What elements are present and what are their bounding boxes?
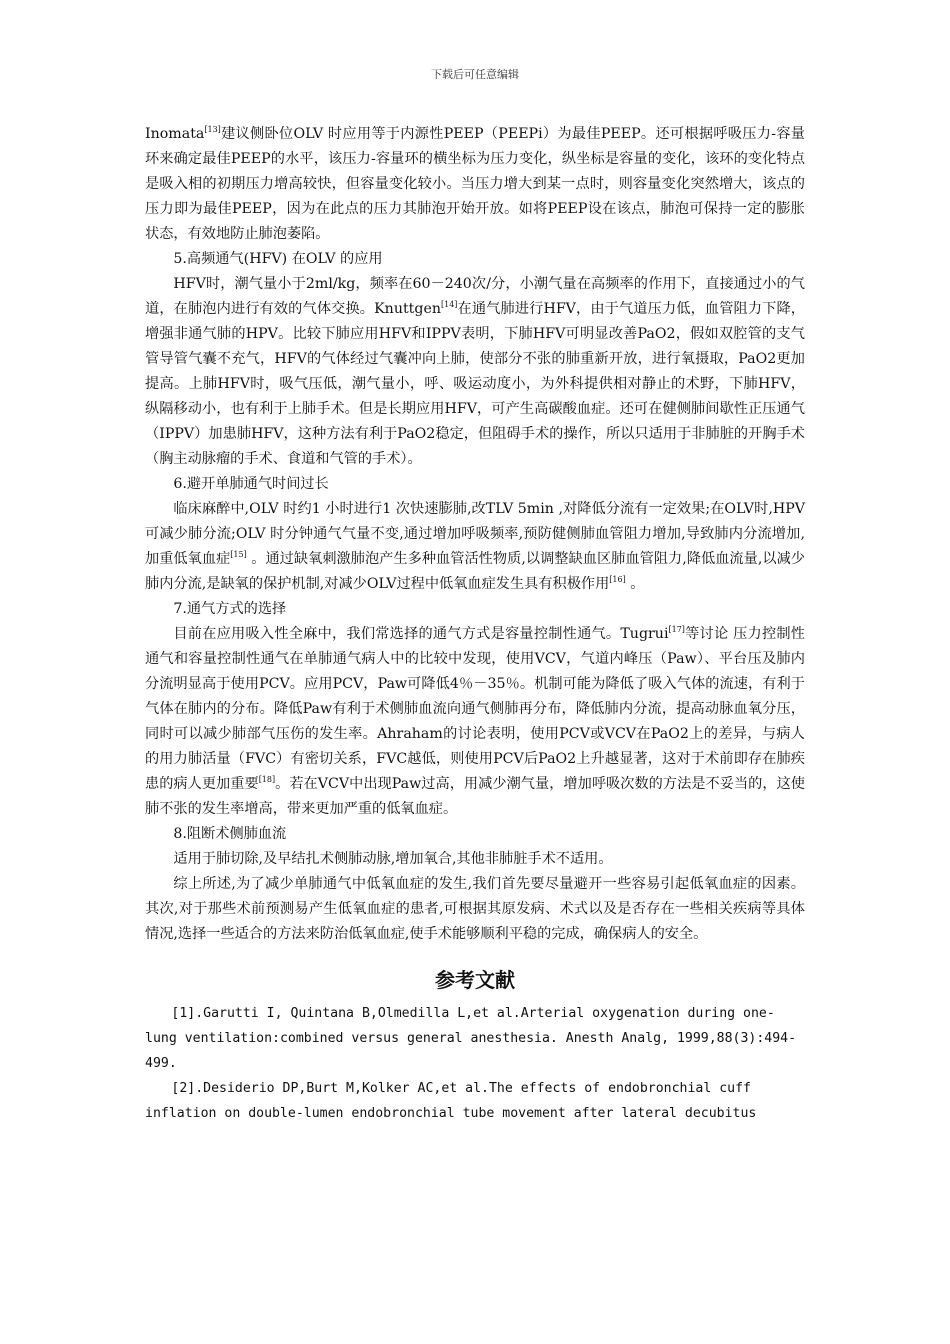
text: 。 <box>625 576 645 592</box>
text: 等讨论 压力控制性通气和容量控制性通气在单肺通气病人中的比较中发现，使用VCV，气道内峰压（Paw）、平台压及肺内分流明显高于使用PCV。应用PCV，Paw可降低4％－35％。机制可能为降低了吸入气体的流速，有利于气体在肺内的分布。降低Paw有利于术侧肺血流向通气侧肺再分布，降低肺内分流，提高动脉血氧分压，同时可以减少肺部气压伤的发生率。Ahraham的讨论表明，使用PCV或VCV在PaO2上的差异，与病人的用力肺活量（FVC）有密切关系，FVC越低，则使用PCV后PaO2上升越显著，这对于术前即存在肺疾患的病人更加重要 <box>145 626 805 792</box>
text: HFV时，潮气量小于2ml/kg，频率在60－240次/分，小潮气量在高频率的作用下，直接通过小的气道，在肺泡内进行有效的气体交换。Knuttgen <box>145 276 805 317</box>
reference-item: [2].Desiderio DP,Burt M,Kolker AC,et al.The effects of endobronchial cuff inflation on double-lumen endobronchial tube movement after lateral decubitus <box>145 1081 757 1121</box>
section-heading-8: 8.阻断术侧肺血流 <box>173 826 287 842</box>
page-header: 下载后可任意编辑 <box>431 68 519 81</box>
citation: [18] <box>258 775 276 784</box>
text: 建议侧卧位OLV 时应用等于内源性PEEP（PEEPi）为最佳PEEP。还可根据呼吸压力-容量环来确定最佳PEEP的水平，该压力-容量环的横坐标为压力变化，纵坐标是容量的变化，该环的变化特点是吸入相的初期压力增高较快，但容量变化较小。当压力增大到某一点时，则容量变化突然增大，该点的压力即为最佳PEEP，因为在此点的压力其肺泡开始开放。如将PEEP设在该点，肺泡可保持一定的膨胀状态，有效地防止肺泡萎陷。 <box>145 126 805 242</box>
citation: [15] <box>230 550 247 559</box>
section-heading-5: 5.高频通气(HFV) 在OLV 的应用 <box>173 251 383 267</box>
citation: [16] <box>609 575 626 584</box>
citation: [13] <box>204 125 221 134</box>
reference-item: [1].Garutti I, Quintana B,Olmedilla L,et al.Arterial oxygenation during one-lung ventilation:combined versus general anesthesia. Anesth Analg, 1999,88(3):494-499. <box>145 1006 797 1071</box>
citation: [17] <box>668 625 685 634</box>
text: 。若在VCV中出现Paw过高，用减少潮气量，增加呼吸次数的方法是不妥当的，这使肺不张的发生率增高，带来更加严重的低氧血症。 <box>145 776 805 817</box>
paragraph-peep <box>145 122 805 247</box>
paragraph-block-flow: 适用于肺切除,及早结扎术侧肺动脉,增加氧合,其他非肺脏手术不适用。 <box>173 851 613 867</box>
paragraph-hfv <box>145 272 805 472</box>
text: 在通气肺进行HFV，由于气道压力低，血管阻力下降，增强非通气肺的HPV。比较下肺应用HFV和IPPV表明，下肺HFV可明显改善PaO2，假如双腔管的支气管导管气囊不充气，HFV的气体经过气囊冲向上肺，使部分不张的肺重新开放，进行氧摄取，PaO2更加提高。上肺HFV时，吸气压低，潮气量小，呼、吸运动度小，为外科提供相对静止的术野，下肺HFV，纵隔移动小，也有利于上肺手术。但是长期应用HFV，可产生高碳酸血症。还可在健侧肺间歇性正压通气（IPPV）加患肺HFV，这种方法有利于PaO2稳定，但阻碍手术的操作，所以只适用于非肺脏的开胸手术（胸主动脉瘤的手术、食道和气管的手术）。 <box>145 301 805 467</box>
paragraph-olv-time <box>145 497 805 597</box>
section-heading-7: 7.通气方式的选择 <box>173 601 287 617</box>
text: 目前在应用吸入性全麻中，我们常选择的通气方式是容量控制性通气。Tugrui <box>173 626 669 642</box>
paragraph-ventilation-mode <box>145 622 805 822</box>
section-heading-6: 6.避开单肺通气时间过长 <box>173 476 329 492</box>
text: Inomata <box>145 126 205 142</box>
text: 。通过缺氧刺激肺泡产生多种血管活性物质,以调整缺血区肺血管阻力,降低血流量,以减少肺内分流,是缺氧的保护机制,对减少OLV过程中低氧血症发生具有积极作用 <box>145 551 805 592</box>
references-title: 参考文献 <box>435 968 515 992</box>
text: 临床麻醉中,OLV 时约1 小时进行1 次快速膨肺,改TLV 5min ,对降低分流有一定效果;在OLV时,HPV 可减少肺分流;OLV 时分钟通气气量不变,通过增加呼吸频率,预防健侧肺血管阻力增加,导致肺内分流增加,加重低氧血症 <box>145 501 805 567</box>
paragraph-summary: 综上所述,为了减少单肺通气中低氧血症的发生,我们首先要尽量避开一些容易引起低氧血症的因素。其次,对于那些术前预测易产生低氧血症的患者,可根据其原发病、术式以及是否存在一些相关疾病等具体情况,选择一些适合的方法来防治低氧血症,使手术能够顺利平稳的完成，确保病人的安全。 <box>145 876 805 942</box>
document-body <box>145 122 805 1126</box>
citation: [14] <box>440 300 458 309</box>
